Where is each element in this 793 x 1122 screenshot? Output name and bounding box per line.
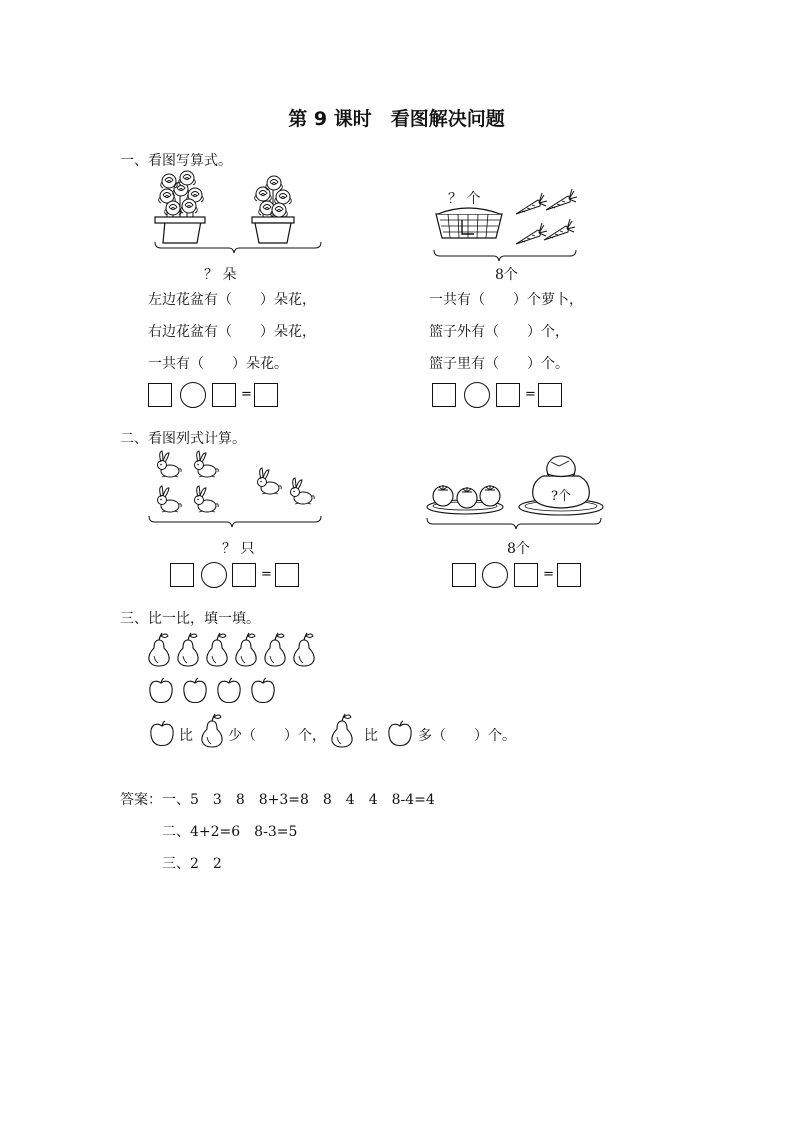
compare-text-4: 多（ ）个。 — [418, 728, 516, 744]
compare-text-2: 少（ ）个， — [228, 728, 326, 744]
operator-circle[interactable] — [482, 562, 508, 588]
compare-text-3: 比 — [364, 728, 378, 744]
answer-line-1: 答案：一、5 3 8 8+3=8 8 4 4 8-4=4 — [120, 792, 435, 808]
answer-box[interactable] — [212, 383, 236, 407]
flowers-brace-label: ？ 朵 — [204, 267, 237, 283]
rabbits-illustration — [145, 450, 325, 535]
equals-sign: = — [543, 567, 554, 582]
answer-box[interactable] — [514, 563, 538, 587]
answer-line-2: 二、4+2=6 8-3=5 — [162, 824, 298, 840]
answer-box[interactable] — [148, 383, 172, 407]
answer-box[interactable] — [452, 563, 476, 587]
equals-sign: = — [525, 387, 536, 402]
operator-circle[interactable] — [180, 382, 206, 408]
apple-icon — [148, 719, 176, 747]
pear-icon — [198, 712, 226, 750]
answer-box[interactable] — [496, 383, 520, 407]
s1-right-line-1: 一共有（ ）个萝卜， — [429, 292, 583, 308]
answer-box[interactable] — [275, 563, 299, 587]
answer-line-3: 三、2 2 — [162, 856, 222, 872]
s1-right-line-3: 篮子里有（ ）个。 — [429, 356, 569, 372]
rabbits-brace-label: ？ 只 — [222, 541, 255, 557]
apple-icon — [386, 719, 414, 747]
s1-left-line-3: 一共有（ ）朵花。 — [148, 356, 288, 372]
answer-box[interactable] — [170, 563, 194, 587]
answer-box[interactable] — [254, 383, 278, 407]
carrots-top-label: ？ 个 — [448, 191, 481, 207]
carrots-brace-label: 8个 — [495, 267, 518, 283]
section-2-heading: 二、看图列式计算。 — [120, 431, 246, 447]
answer-box[interactable] — [232, 563, 256, 587]
s1-right-line-2: 篮子外有（ ）个， — [429, 324, 569, 340]
equals-sign: = — [261, 567, 272, 582]
equals-sign: = — [241, 387, 252, 402]
section-3-heading: 三、比一比，填一填。 — [120, 611, 260, 627]
flower-pots-illustration — [145, 168, 325, 263]
s1-left-line-1: 左边花盆有（ ）朵花， — [148, 292, 316, 308]
answer-box[interactable] — [432, 383, 456, 407]
answer-box[interactable] — [557, 563, 581, 587]
carrot-basket-illustration — [430, 180, 610, 265]
apples-row — [145, 676, 285, 706]
section-1-heading: 一、看图写算式。 — [120, 153, 232, 169]
s1-left-line-2: 右边花盆有（ ）朵花， — [148, 324, 316, 340]
operator-circle[interactable] — [464, 382, 490, 408]
pear-icon — [328, 712, 356, 750]
compare-text-1: 比 — [179, 728, 193, 744]
pears-row — [145, 630, 325, 670]
tomatoes-brace-label: 8个 — [507, 541, 530, 557]
page-title: 第 9 课时 看图解决问题 — [288, 108, 505, 130]
answer-box[interactable] — [538, 383, 562, 407]
tomatoes-bag-illustration — [423, 452, 608, 537]
bag-label: ?个 — [551, 489, 571, 504]
operator-circle[interactable] — [201, 562, 227, 588]
